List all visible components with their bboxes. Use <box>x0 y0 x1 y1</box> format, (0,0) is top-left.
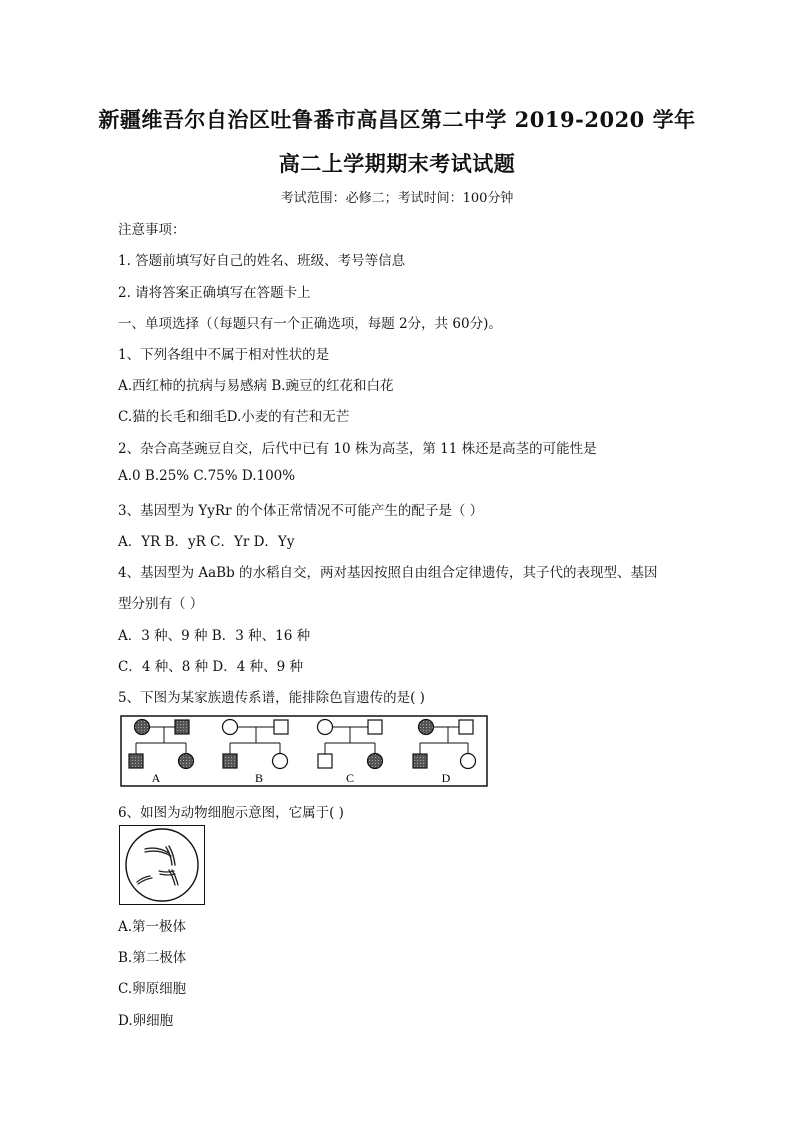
pedigree-figure <box>120 715 488 787</box>
affected-female-icon <box>179 754 194 769</box>
question-1-options-cd: C.猫的长毛和细毛D.小麦的有芒和无芒 <box>118 409 350 425</box>
note-item-1: 1. 答题前填写好自己的姓名、班级、考号等信息 <box>118 253 406 269</box>
question-4-stem: 4、基因型为 AaBb 的水稻自交，两对基因按照自由组合定律遗传，其子代的表现型、基因 <box>118 565 658 581</box>
pedigree-d <box>413 720 476 786</box>
note-item-2: 2. 请将答案正确填写在答题卡上 <box>118 285 311 301</box>
question-4-stem-cont: 型分别有（ ） <box>118 596 204 612</box>
affected-female-icon <box>419 720 434 735</box>
pedigree-label-b: B <box>254 771 264 785</box>
question-1-options-ab: A.西红柿的抗病与易感病 B.豌豆的红花和白花 <box>118 378 394 394</box>
section-heading: 一、单项选择（（每题只有一个正确选项，每题 2分，共 60分)。 <box>118 316 502 332</box>
question-5-stem: 5、下图为某家族遗传系谱，能排除色盲遗传的是( ) <box>118 690 425 706</box>
question-6-stem: 6、如图为动物细胞示意图，它属于( ) <box>118 805 344 821</box>
cell-membrane <box>126 829 198 901</box>
question-3-options: A．YR B．yR C．Yr D．Yy <box>118 534 295 550</box>
normal-female-icon <box>461 754 476 769</box>
normal-female-icon <box>318 720 333 735</box>
question-6-option-a: A.第一极体 <box>118 919 187 935</box>
pedigree-label-d: D <box>441 771 451 785</box>
pedigree-label-a: A <box>151 771 161 785</box>
normal-male-icon <box>274 720 288 734</box>
pedigree-b <box>223 720 289 786</box>
pedigree-c <box>318 720 383 786</box>
question-4-options-cd: C．4 种、8 种 D．4 种、9 种 <box>118 659 303 675</box>
affected-female-icon <box>368 754 383 769</box>
notes-heading: 注意事项： <box>118 222 186 238</box>
cell-diagram <box>119 825 205 905</box>
question-2-stem: 2、杂合高茎豌豆自交，后代中已有 10 株为高茎，第 11 株还是高茎的可能性是 <box>118 441 597 457</box>
normal-male-icon <box>459 720 473 734</box>
affected-male-icon <box>413 754 427 768</box>
normal-female-icon <box>223 720 238 735</box>
question-2-options: A.0 B.25% C.75% D.100% <box>118 468 296 484</box>
affected-female-icon <box>135 720 150 735</box>
question-1-stem: 1、下列各组中不属于相对性状的是 <box>118 347 330 363</box>
exam-title-line2: 高二上学期期末考试试题 <box>278 151 516 176</box>
pedigree-a <box>129 720 194 786</box>
affected-male-icon <box>175 720 189 734</box>
affected-male-icon <box>223 754 237 768</box>
question-3-stem: 3、基因型为 YyRr 的个体正常情况不可能产生的配子是（ ） <box>118 503 484 519</box>
normal-female-icon <box>273 754 288 769</box>
question-6-option-b: B.第二极体 <box>118 950 187 966</box>
question-4-options-ab: A．3 种、9 种 B．3 种、16 种 <box>118 628 311 644</box>
question-6-option-d: D.卵细胞 <box>118 1013 174 1029</box>
normal-male-icon <box>318 754 332 768</box>
normal-male-icon <box>368 720 382 734</box>
pedigree-label-c: C <box>345 771 355 785</box>
affected-male-icon <box>129 754 143 768</box>
exam-title-line1: 新疆维吾尔自治区吐鲁番市高昌区第二中学 2019-2020 学年 <box>98 107 696 132</box>
exam-info: 考试范围：必修二；考试时间：100分钟 <box>280 191 514 206</box>
question-6-option-c: C.卵原细胞 <box>118 981 187 997</box>
